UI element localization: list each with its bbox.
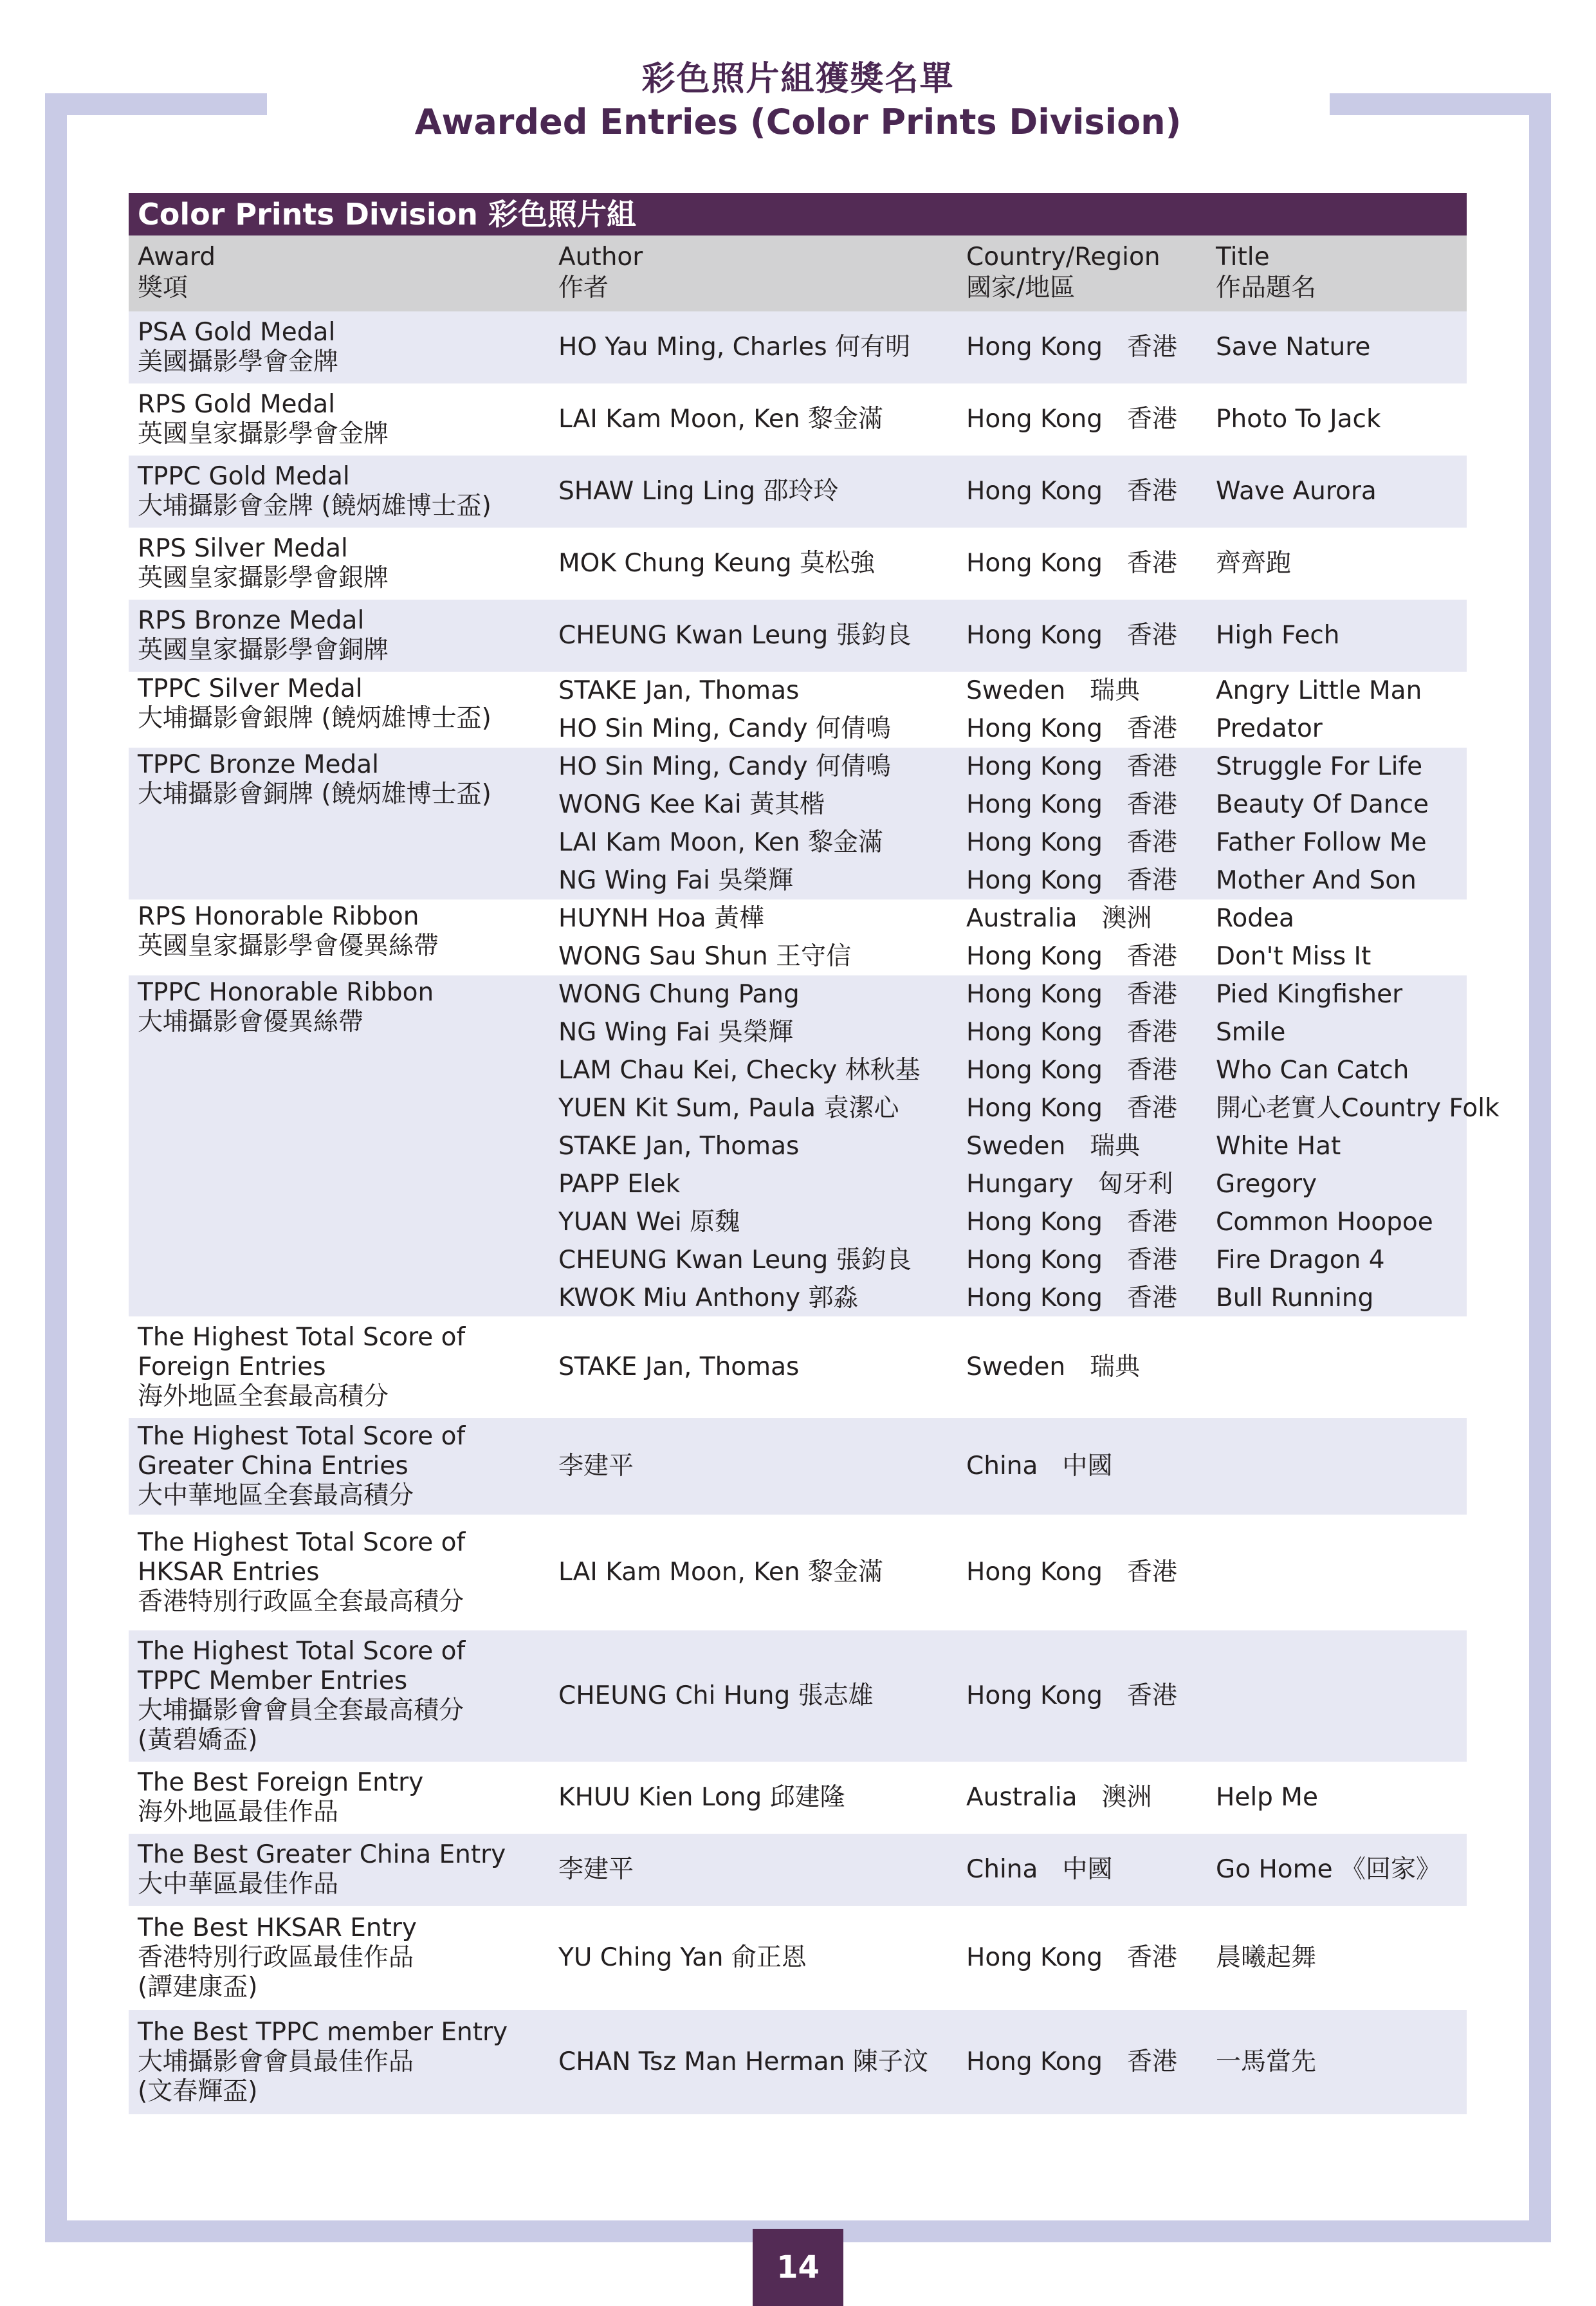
country-cell (966, 1630, 1211, 1762)
country-name-en: Sweden (966, 1352, 1066, 1381)
award-cell (138, 902, 549, 961)
country-name-en: Hong Kong (966, 477, 1103, 506)
title-cell: Bull Running (1216, 1284, 1374, 1313)
title-cell: Don't Miss It (1216, 942, 1371, 971)
country-name-en: Hong Kong (966, 1558, 1103, 1587)
country-name-en: Hong Kong (966, 405, 1103, 434)
title-cell: Common Hoopoe (1216, 1208, 1433, 1237)
award-cell (138, 1840, 549, 1899)
award-cell (138, 2018, 549, 2107)
country-name-en: China (966, 1452, 1038, 1480)
title-cell (1216, 1316, 1467, 1418)
table-row (129, 1630, 1467, 1762)
award-cell (138, 462, 549, 521)
author-cell: YUAN Wei 原魏 (558, 1208, 740, 1237)
award-line: The Highest Total Score of (138, 1528, 466, 1557)
award-line: The Best HKSAR Entry (138, 1914, 417, 1942)
author-cell: YUEN Kit Sum, Paula 袁潔心 (558, 1094, 899, 1123)
country-cell (966, 862, 1211, 899)
country-name-cn: 匈牙利 (1097, 1170, 1173, 1199)
award-line: 英國皇家攝影學會金牌 (138, 420, 389, 448)
award-line: TPPC Honorable Ribbon (138, 978, 434, 1007)
header-author-cn: 作者 (558, 273, 609, 302)
award-line: 美國攝影學會金牌 (138, 347, 339, 376)
award-cell (138, 1422, 549, 1511)
author-cell: CHEUNG Kwan Leung 張鈞良 (558, 621, 912, 650)
page-title-chinese: 彩色照片組獲獎名單 (641, 60, 955, 98)
country-cell (966, 2010, 1211, 2114)
header-award-en: Award (138, 243, 216, 272)
award-cell (138, 1323, 549, 1412)
author-cell: STAKE Jan, Thomas (558, 676, 800, 705)
award-cell (138, 978, 549, 1037)
author-cell: HO Yau Ming, Charles 何有明 (558, 333, 911, 362)
country-name-cn: 瑞典 (1090, 676, 1141, 705)
title-cell: Smile (1216, 1018, 1286, 1047)
award-line: 大埔攝影會銅牌 (饒炳雄博士盃) (138, 780, 491, 809)
country-cell (966, 456, 1211, 528)
title-cell (1216, 1630, 1467, 1762)
title-cell: Who Can Catch (1216, 1056, 1409, 1085)
country-name-cn: 香港 (1127, 1056, 1178, 1085)
award-line: (譚建康盃) (138, 1973, 258, 2002)
table-row (129, 1762, 1467, 1834)
author-cell: PAPP Elek (558, 1170, 681, 1199)
author-cell: WONG Sau Shun 王守信 (558, 942, 852, 971)
country-cell (966, 975, 1211, 1013)
award-line: 大埔攝影會優異絲帶 (138, 1008, 364, 1037)
page-title-english: Awarded Entries (Color Prints Division) (414, 102, 1182, 142)
table-row (129, 975, 1500, 1316)
country-name-en: Hong Kong (966, 1208, 1103, 1237)
header-award (138, 242, 549, 304)
award-line: 英國皇家攝影學會優異絲帶 (138, 932, 439, 961)
title-cell: 開心老實人Country Folk (1216, 1094, 1500, 1123)
author-cell: NG Wing Fai 吳榮輝 (558, 1018, 794, 1047)
country-name-cn: 香港 (1127, 549, 1178, 578)
award-cell (138, 1914, 549, 2002)
country-name-cn: 澳洲 (1101, 1783, 1152, 1812)
country-name-cn: 香港 (1127, 942, 1178, 971)
author-cell: WONG Chung Pang (558, 980, 800, 1009)
country-name-en: Hong Kong (966, 2047, 1103, 2076)
country-name-cn: 中國 (1062, 1855, 1113, 1884)
award-cell (138, 1768, 549, 1827)
title-cell: Father Follow Me (1216, 828, 1427, 857)
title-cell: Save Nature (1216, 333, 1371, 362)
author-cell: 李建平 (558, 1452, 634, 1480)
table-row (129, 672, 1467, 748)
table-row (129, 2010, 1467, 2114)
country-cell (966, 824, 1211, 862)
award-line: RPS Gold Medal (138, 390, 335, 419)
table-row (129, 528, 1467, 600)
award-line: 香港特別行政區最佳作品 (138, 1943, 414, 1972)
title-cell: Help Me (1216, 1783, 1318, 1812)
table-row (129, 311, 1467, 383)
frame-right-bar (1529, 93, 1551, 2242)
country-name-cn: 澳洲 (1101, 904, 1152, 933)
country-name-en: Hong Kong (966, 752, 1103, 781)
table-row (129, 1906, 1467, 2010)
frame-left-bar (45, 93, 67, 2242)
title-cell: Go Home 《回家》 (1216, 1855, 1442, 1884)
table-row (129, 748, 1467, 899)
award-line: 英國皇家攝影學會銅牌 (138, 636, 389, 665)
award-cell (138, 1637, 549, 1755)
country-cell (966, 383, 1211, 456)
author-cell: KWOK Miu Anthony 郭淼 (558, 1284, 859, 1313)
country-cell (966, 528, 1211, 600)
award-line: TPPC Gold Medal (138, 462, 350, 491)
award-line: 大埔攝影會會員最佳作品 (138, 2047, 414, 2076)
author-cell: MOK Chung Keung 莫松強 (558, 549, 876, 578)
country-name-cn: 香港 (1127, 1246, 1178, 1275)
award-cell (138, 390, 549, 449)
country-cell (966, 1241, 1211, 1279)
award-line: 大埔攝影會會員全套最高積分 (138, 1696, 464, 1725)
award-line: HKSAR Entries (138, 1558, 320, 1587)
country-name-cn: 香港 (1127, 1943, 1178, 1972)
country-cell (966, 672, 1211, 710)
country-name-cn: 中國 (1062, 1452, 1113, 1480)
author-cell: CHEUNG Kwan Leung 張鈞良 (558, 1246, 912, 1275)
country-name-cn: 香港 (1127, 1558, 1178, 1587)
title-cell: 一馬當先 (1216, 2047, 1317, 2076)
country-name-en: Hong Kong (966, 942, 1103, 971)
award-line: The Highest Total Score of (138, 1422, 466, 1451)
country-name-cn: 香港 (1127, 477, 1178, 506)
country-name-en: Hong Kong (966, 1681, 1103, 1710)
author-cell: 李建平 (558, 1855, 634, 1884)
country-cell (966, 1051, 1211, 1089)
author-cell: LAI Kam Moon, Ken 黎金滿 (558, 1558, 884, 1587)
author-cell: STAKE Jan, Thomas (558, 1352, 800, 1381)
table-row (129, 1515, 1467, 1630)
country-name-en: Sweden (966, 1132, 1066, 1161)
country-name-en: Hong Kong (966, 714, 1103, 743)
division-header: Color Prints Division 彩色照片組 (129, 193, 1467, 235)
title-cell: White Hat (1216, 1132, 1341, 1161)
award-cell (138, 750, 549, 809)
title-cell: Struggle For Life (1216, 752, 1423, 781)
country-name-cn: 香港 (1127, 333, 1178, 362)
country-cell (966, 1834, 1211, 1906)
country-name-en: Hong Kong (966, 1018, 1103, 1047)
page-number: 14 (776, 2249, 820, 2285)
country-cell (966, 1013, 1211, 1051)
title-cell: Beauty Of Dance (1216, 790, 1429, 819)
award-line: The Best Foreign Entry (138, 1768, 424, 1797)
country-name-en: Hong Kong (966, 980, 1103, 1009)
title-cell: Rodea (1216, 904, 1294, 933)
title-cell: Gregory (1216, 1170, 1317, 1199)
country-cell (966, 937, 1211, 975)
country-name-en: Hong Kong (966, 828, 1103, 857)
award-line: PSA Gold Medal (138, 318, 336, 347)
author-cell: WONG Kee Kai 黃其楷 (558, 790, 825, 819)
country-cell (966, 1127, 1211, 1165)
country-cell (966, 600, 1211, 672)
country-cell (966, 1089, 1211, 1127)
country-name-cn: 香港 (1127, 1094, 1178, 1123)
title-cell: Mother And Son (1216, 866, 1417, 895)
author-cell: HO Sin Ming, Candy 何倩鳴 (558, 752, 891, 781)
country-name-cn: 香港 (1127, 1284, 1178, 1313)
author-cell: LAI Kam Moon, Ken 黎金滿 (558, 828, 884, 857)
country-name-en: Hong Kong (966, 333, 1103, 362)
award-line: 海外地區全套最高積分 (138, 1382, 389, 1411)
award-line: TPPC Silver Medal (138, 674, 363, 703)
table-row (129, 899, 1467, 975)
author-cell: YU Ching Yan 俞正恩 (558, 1943, 807, 1972)
country-name-cn: 香港 (1127, 405, 1178, 434)
title-cell: Fire Dragon 4 (1216, 1246, 1385, 1275)
title-cell: High Fech (1216, 621, 1340, 650)
country-cell (966, 1762, 1211, 1834)
header-country (966, 242, 1211, 304)
author-cell: HO Sin Ming, Candy 何倩鳴 (558, 714, 891, 743)
table-row (129, 456, 1467, 528)
award-line: 海外地區最佳作品 (138, 1798, 339, 1827)
country-name-en: China (966, 1855, 1038, 1884)
header-country-en: Country/Region (966, 243, 1160, 272)
column-header-row (129, 235, 1467, 311)
table-body (129, 311, 1500, 2114)
country-cell (966, 1418, 1211, 1515)
header-award-cn: 獎項 (138, 273, 188, 302)
title-cell: 晨曦起舞 (1216, 1943, 1317, 1972)
author-cell: HUYNH Hoa 黃樺 (558, 904, 765, 933)
country-name-cn: 香港 (1127, 2047, 1178, 2076)
title-cell (1216, 1418, 1467, 1515)
country-name-cn: 香港 (1127, 621, 1178, 650)
country-name-en: Hong Kong (966, 790, 1103, 819)
title-cell: Photo To Jack (1216, 405, 1381, 434)
title-cell: Wave Aurora (1216, 477, 1377, 506)
award-cell (138, 674, 549, 733)
award-line: 香港特別行政區全套最高積分 (138, 1587, 464, 1616)
author-cell: CHEUNG Chi Hung 張志雄 (558, 1681, 874, 1710)
header-author (558, 242, 957, 304)
award-line: The Best TPPC member Entry (138, 2018, 508, 2047)
author-cell: LAI Kam Moon, Ken 黎金滿 (558, 405, 884, 434)
header-title (1216, 242, 1467, 304)
country-name-en: Hong Kong (966, 621, 1103, 650)
country-cell (966, 1203, 1211, 1241)
award-line: TPPC Bronze Medal (138, 750, 379, 779)
award-line: Foreign Entries (138, 1352, 326, 1381)
award-line: The Best Greater China Entry (138, 1840, 506, 1869)
award-line: (文春輝盃) (138, 2077, 258, 2106)
award-line: Greater China Entries (138, 1452, 408, 1480)
country-name-en: Hungary (966, 1170, 1074, 1199)
table-row (129, 1316, 1467, 1418)
country-cell (966, 1316, 1211, 1418)
country-cell (966, 899, 1211, 937)
country-name-en: Sweden (966, 676, 1066, 705)
author-cell: STAKE Jan, Thomas (558, 1132, 800, 1161)
country-name-en: Hong Kong (966, 1094, 1103, 1123)
country-name-cn: 香港 (1127, 828, 1178, 857)
award-line: RPS Honorable Ribbon (138, 902, 419, 931)
awards-table (129, 193, 1500, 2114)
author-cell: NG Wing Fai 吳榮輝 (558, 866, 794, 895)
header-title-en: Title (1216, 243, 1270, 272)
table-row (129, 600, 1467, 672)
country-cell (966, 1515, 1211, 1630)
title-cell: 齊齊跑 (1216, 549, 1292, 578)
country-name-en: Hong Kong (966, 866, 1103, 895)
country-name-cn: 香港 (1127, 790, 1178, 819)
country-name-en: Hong Kong (966, 549, 1103, 578)
country-name-en: Australia (966, 1783, 1078, 1812)
award-line: The Highest Total Score of (138, 1637, 466, 1666)
country-name-cn: 香港 (1127, 1018, 1178, 1047)
country-name-cn: 香港 (1127, 1208, 1178, 1237)
country-name-cn: 香港 (1127, 714, 1178, 743)
country-cell (966, 311, 1211, 383)
award-cell (138, 1528, 549, 1617)
country-cell (966, 1165, 1211, 1203)
award-line: 大埔攝影會金牌 (饒炳雄博士盃) (138, 492, 491, 521)
author-cell: CHAN Tsz Man Herman 陳子汶 (558, 2047, 928, 2076)
award-line: (黃碧嬌盃) (138, 1726, 258, 1755)
award-cell (138, 606, 549, 665)
country-name-en: Hong Kong (966, 1056, 1103, 1085)
award-line: 大中華區最佳作品 (138, 1870, 339, 1899)
country-name-cn: 香港 (1127, 980, 1178, 1009)
award-cell (138, 318, 549, 377)
country-cell (966, 710, 1211, 748)
country-name-cn: 瑞典 (1090, 1132, 1141, 1161)
award-line: 英國皇家攝影學會銀牌 (138, 564, 389, 593)
table-row (129, 1834, 1467, 1906)
award-line: The Highest Total Score of (138, 1323, 466, 1352)
header-title-cn: 作品題名 (1216, 273, 1317, 302)
table-row (129, 383, 1467, 456)
award-line: 大埔攝影會銀牌 (饒炳雄博士盃) (138, 704, 491, 733)
country-name-en: Hong Kong (966, 1246, 1103, 1275)
title-cell: Angry Little Man (1216, 676, 1422, 705)
country-cell (966, 786, 1211, 824)
award-line: RPS Bronze Medal (138, 606, 365, 635)
header-author-en: Author (558, 243, 643, 272)
country-name-en: Hong Kong (966, 1943, 1103, 1972)
country-cell (966, 748, 1211, 786)
title-cell: Predator (1216, 714, 1323, 743)
award-line: RPS Silver Medal (138, 534, 348, 563)
country-name-cn: 香港 (1127, 752, 1178, 781)
table-row (129, 1418, 1467, 1515)
title-cell (1216, 1515, 1467, 1630)
country-name-cn: 香港 (1127, 1681, 1178, 1710)
author-cell: SHAW Ling Ling 邵玲玲 (558, 477, 839, 506)
award-line: 大中華地區全套最高積分 (138, 1481, 414, 1510)
country-name-en: Hong Kong (966, 1284, 1103, 1313)
award-line: TPPC Member Entries (138, 1666, 408, 1695)
header-country-cn: 國家/地區 (966, 273, 1076, 302)
country-cell (966, 1906, 1211, 2010)
country-name-cn: 香港 (1127, 866, 1178, 895)
author-cell: KHUU Kien Long 邱建隆 (558, 1783, 845, 1812)
country-cell (966, 1279, 1211, 1317)
country-name-en: Australia (966, 904, 1078, 933)
country-name-cn: 瑞典 (1090, 1352, 1141, 1381)
author-cell: LAM Chau Kei, Checky 林秋基 (558, 1056, 921, 1085)
award-cell (138, 534, 549, 593)
title-cell: Pied Kingfisher (1216, 980, 1403, 1009)
